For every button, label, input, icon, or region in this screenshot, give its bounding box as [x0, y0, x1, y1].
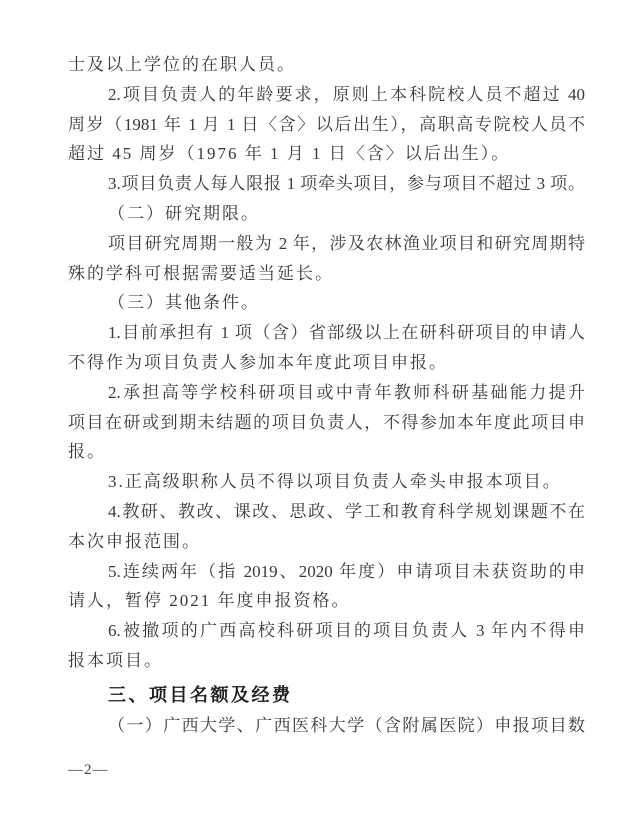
text-line: 超过 45 周岁（1976 年 1 月 1 日〈含〉以后出生）。 [68, 144, 511, 164]
text-line: 请人，暂停 2021 年度申报资格。 [68, 591, 351, 611]
text-line: 殊的学科可根据需要适当延长。 [68, 263, 334, 283]
text-line: 5.连续两年（指 2019、2020 年度）申请项目未获资助的申 [108, 561, 585, 581]
text-line: （三）其他条件。 [108, 293, 260, 313]
text-line: 2.项目负责人的年龄要求，原则上本科院校人员不超过 40 [108, 84, 585, 104]
text-line: 本次申报范围。 [68, 531, 201, 551]
text-line: 项目在研或到期未结题的项目负责人，不得参加本年度此项目申 [68, 412, 585, 432]
text-line: 2.承担高等学校科研项目或中青年教师科研基础能力提升 [108, 382, 585, 402]
document-content [68, 0, 585, 740]
section-heading: 三、项目名额及经费 [108, 684, 293, 705]
text-line: 报。 [68, 442, 106, 462]
text-line: 3.项目负责人每人限报 1 项牵头项目，参与项目不超过 3 项。 [108, 174, 585, 194]
text-line: 4.教研、教改、课改、思政、学工和教育科学规划课题不在 [108, 501, 585, 521]
text-line: （一）广西大学、广西医科大学（含附属医院）申报项目数 [108, 715, 585, 735]
page-number: —2— [68, 762, 109, 778]
text-line: 报本项目。 [68, 650, 163, 670]
text-line: 不得作为项目负责人参加本年度此项目申报。 [68, 352, 448, 372]
text-line: 3.正高级职称人员不得以项目负责人牵头申报本项目。 [108, 472, 562, 492]
text-line: 周岁（1981 年 1 月 1 日〈含〉以后出生），高职高专院校人员不 [68, 114, 585, 134]
text-line: 6.被撤项的广西高校科研项目的项目负责人 3 年内不得申 [108, 621, 585, 641]
text-line: 项目研究周期一般为 2 年，涉及农林渔业项目和研究周期特 [108, 233, 585, 253]
text-line: （二）研究期限。 [108, 203, 260, 223]
text-line: 士及以上学位的在职人员。 [68, 55, 296, 74]
text-line: 1.目前承担有 1 项（含）省部级以上在研科研项目的申请人 [108, 323, 585, 343]
